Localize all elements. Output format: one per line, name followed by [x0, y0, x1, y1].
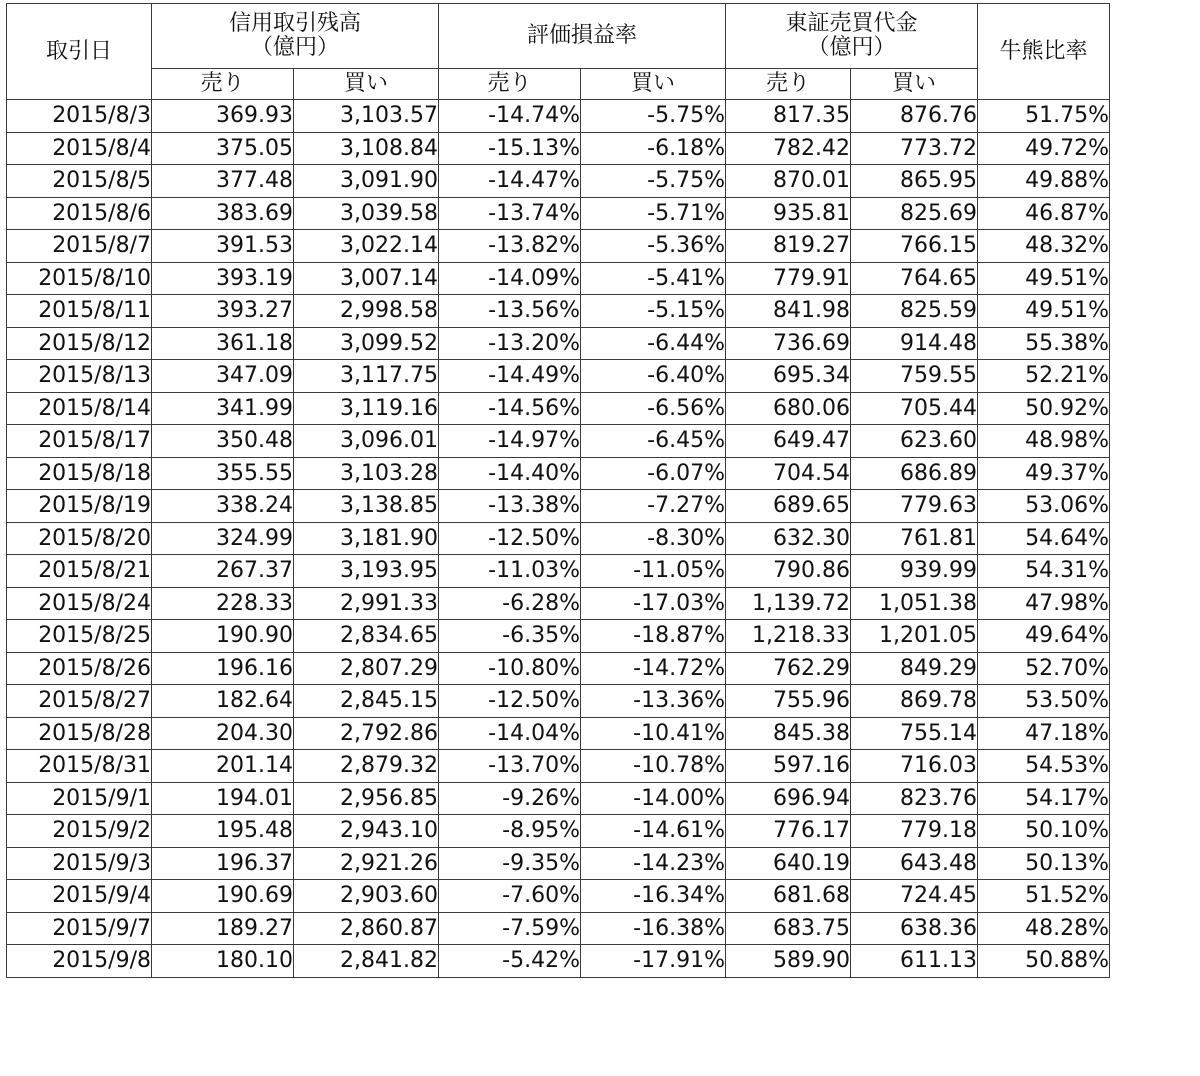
tse-buy-cell: 849.29	[851, 652, 978, 685]
margin-sell-cell: 196.37	[152, 847, 294, 880]
valuation-sell-cell: -14.56%	[439, 392, 581, 425]
date-cell: 2015/8/12	[7, 327, 152, 360]
valuation-sell-cell: -12.50%	[439, 522, 581, 555]
valuation-buy-cell: -5.36%	[581, 230, 726, 263]
table-row	[7, 685, 1110, 718]
bull-bear-cell: 49.51%	[978, 262, 1110, 295]
bull-bear-cell: 49.72%	[978, 132, 1110, 165]
margin-sell-cell: 267.37	[152, 555, 294, 588]
header-margin-balance-unit: （億円）	[250, 35, 339, 60]
valuation-buy-cell: -14.61%	[581, 815, 726, 848]
tse-sell-cell: 776.17	[726, 815, 851, 848]
tse-sell-cell: 1,218.33	[726, 620, 851, 653]
margin-buy-cell: 3,099.52	[294, 327, 439, 360]
margin-buy-cell: 3,103.28	[294, 457, 439, 490]
date-cell: 2015/8/26	[7, 652, 152, 685]
margin-buy-cell: 3,181.90	[294, 522, 439, 555]
date-cell: 2015/8/21	[7, 555, 152, 588]
tse-buy-cell: 724.45	[851, 880, 978, 913]
date-cell: 2015/9/8	[7, 945, 152, 978]
header-bull-bear	[978, 4, 1110, 100]
bull-bear-cell: 50.88%	[978, 945, 1110, 978]
margin-buy-cell: 2,956.85	[294, 782, 439, 815]
valuation-sell-cell: -13.74%	[439, 197, 581, 230]
tse-buy-cell: 823.76	[851, 782, 978, 815]
table-row	[7, 782, 1110, 815]
date-cell: 2015/8/28	[7, 717, 152, 750]
bull-bear-cell: 54.53%	[978, 750, 1110, 783]
table-row	[7, 230, 1110, 263]
tse-buy-cell: 1,051.38	[851, 587, 978, 620]
subheader-margin-buy: 買い	[294, 69, 439, 100]
date-cell: 2015/8/20	[7, 522, 152, 555]
tse-buy-cell: 779.18	[851, 815, 978, 848]
valuation-buy-cell: -5.71%	[581, 197, 726, 230]
header-tse-value-unit: （億円）	[807, 35, 896, 60]
date-cell: 2015/8/31	[7, 750, 152, 783]
bull-bear-cell: 50.13%	[978, 847, 1110, 880]
margin-sell-cell: 341.99	[152, 392, 294, 425]
margin-buy-cell: 3,022.14	[294, 230, 439, 263]
table-row	[7, 945, 1110, 978]
date-cell: 2015/8/6	[7, 197, 152, 230]
margin-sell-cell: 369.93	[152, 100, 294, 133]
bull-bear-cell: 50.10%	[978, 815, 1110, 848]
margin-sell-cell: 347.09	[152, 360, 294, 393]
tse-buy-cell: 638.36	[851, 912, 978, 945]
date-cell: 2015/9/4	[7, 880, 152, 913]
margin-buy-cell: 2,943.10	[294, 815, 439, 848]
tse-buy-cell: 766.15	[851, 230, 978, 263]
tse-buy-cell: 939.99	[851, 555, 978, 588]
valuation-sell-cell: -15.13%	[439, 132, 581, 165]
tse-sell-cell: 841.98	[726, 295, 851, 328]
valuation-buy-cell: -17.91%	[581, 945, 726, 978]
margin-sell-cell: 361.18	[152, 327, 294, 360]
valuation-sell-cell: -12.50%	[439, 685, 581, 718]
bull-bear-cell: 49.37%	[978, 457, 1110, 490]
margin-sell-cell: 228.33	[152, 587, 294, 620]
date-cell: 2015/8/3	[7, 100, 152, 133]
table-row	[7, 555, 1110, 588]
valuation-buy-cell: -10.41%	[581, 717, 726, 750]
valuation-sell-cell: -13.56%	[439, 295, 581, 328]
tse-buy-cell: 623.60	[851, 425, 978, 458]
table-row	[7, 522, 1110, 555]
bull-bear-cell: 54.64%	[978, 522, 1110, 555]
tse-sell-cell: 696.94	[726, 782, 851, 815]
valuation-buy-cell: -17.03%	[581, 587, 726, 620]
margin-buy-cell: 2,998.58	[294, 295, 439, 328]
valuation-sell-cell: -10.80%	[439, 652, 581, 685]
date-cell: 2015/8/24	[7, 587, 152, 620]
bull-bear-cell: 49.64%	[978, 620, 1110, 653]
valuation-sell-cell: -13.20%	[439, 327, 581, 360]
margin-sell-cell: 195.48	[152, 815, 294, 848]
margin-buy-cell: 3,138.85	[294, 490, 439, 523]
valuation-sell-cell: -13.38%	[439, 490, 581, 523]
tse-buy-cell: 876.76	[851, 100, 978, 133]
margin-buy-cell: 2,845.15	[294, 685, 439, 718]
margin-sell-cell: 393.27	[152, 295, 294, 328]
tse-buy-cell: 1,201.05	[851, 620, 978, 653]
tse-buy-cell: 914.48	[851, 327, 978, 360]
margin-buy-cell: 3,091.90	[294, 165, 439, 198]
date-cell: 2015/8/11	[7, 295, 152, 328]
tse-sell-cell: 632.30	[726, 522, 851, 555]
date-cell: 2015/9/1	[7, 782, 152, 815]
date-cell: 2015/8/4	[7, 132, 152, 165]
table-row	[7, 392, 1110, 425]
header-date-label: 取引日	[45, 38, 112, 64]
header-margin-balance	[152, 4, 439, 69]
bull-bear-cell: 51.52%	[978, 880, 1110, 913]
table-row	[7, 620, 1110, 653]
table-row	[7, 847, 1110, 880]
margin-buy-cell: 2,792.86	[294, 717, 439, 750]
valuation-sell-cell: -14.74%	[439, 100, 581, 133]
valuation-buy-cell: -16.38%	[581, 912, 726, 945]
tse-sell-cell: 704.54	[726, 457, 851, 490]
header-bull-bear-label: 牛熊比率	[999, 38, 1088, 64]
bull-bear-cell: 47.98%	[978, 587, 1110, 620]
margin-buy-cell: 2,807.29	[294, 652, 439, 685]
valuation-buy-cell: -5.75%	[581, 165, 726, 198]
date-cell: 2015/8/25	[7, 620, 152, 653]
tse-buy-cell: 825.69	[851, 197, 978, 230]
tse-sell-cell: 589.90	[726, 945, 851, 978]
valuation-sell-cell: -6.35%	[439, 620, 581, 653]
margin-sell-cell: 383.69	[152, 197, 294, 230]
margin-sell-cell: 355.55	[152, 457, 294, 490]
bull-bear-cell: 48.28%	[978, 912, 1110, 945]
table-row	[7, 327, 1110, 360]
table-row	[7, 457, 1110, 490]
margin-sell-cell: 393.19	[152, 262, 294, 295]
tse-sell-cell: 779.91	[726, 262, 851, 295]
date-cell: 2015/9/2	[7, 815, 152, 848]
tse-sell-cell: 649.47	[726, 425, 851, 458]
valuation-sell-cell: -14.04%	[439, 717, 581, 750]
valuation-sell-cell: -6.28%	[439, 587, 581, 620]
tse-buy-cell: 643.48	[851, 847, 978, 880]
date-cell: 2015/8/7	[7, 230, 152, 263]
valuation-buy-cell: -14.72%	[581, 652, 726, 685]
valuation-sell-cell: -9.35%	[439, 847, 581, 880]
data-table	[6, 3, 1110, 978]
bull-bear-cell: 53.06%	[978, 490, 1110, 523]
margin-buy-cell: 2,903.60	[294, 880, 439, 913]
header-valuation-rate	[439, 4, 726, 69]
margin-buy-cell: 3,096.01	[294, 425, 439, 458]
tse-sell-cell: 845.38	[726, 717, 851, 750]
bull-bear-cell: 47.18%	[978, 717, 1110, 750]
margin-buy-cell: 2,834.65	[294, 620, 439, 653]
valuation-sell-cell: -7.59%	[439, 912, 581, 945]
table-body	[7, 100, 1110, 978]
margin-buy-cell: 3,108.84	[294, 132, 439, 165]
bull-bear-cell: 55.38%	[978, 327, 1110, 360]
table-row	[7, 717, 1110, 750]
bull-bear-cell: 54.31%	[978, 555, 1110, 588]
tse-sell-cell: 790.86	[726, 555, 851, 588]
header-date	[7, 4, 152, 100]
valuation-sell-cell: -14.49%	[439, 360, 581, 393]
tse-buy-cell: 755.14	[851, 717, 978, 750]
valuation-buy-cell: -11.05%	[581, 555, 726, 588]
tse-sell-cell: 870.01	[726, 165, 851, 198]
valuation-sell-cell: -14.40%	[439, 457, 581, 490]
margin-sell-cell: 391.53	[152, 230, 294, 263]
date-cell: 2015/8/27	[7, 685, 152, 718]
valuation-buy-cell: -6.40%	[581, 360, 726, 393]
margin-sell-cell: 190.90	[152, 620, 294, 653]
tse-sell-cell: 681.68	[726, 880, 851, 913]
bull-bear-cell: 46.87%	[978, 197, 1110, 230]
tse-buy-cell: 779.63	[851, 490, 978, 523]
date-cell: 2015/8/18	[7, 457, 152, 490]
header-valuation-rate-title: 評価損益率	[526, 23, 637, 48]
subheader-tse-sell: 売り	[726, 69, 851, 100]
valuation-buy-cell: -6.56%	[581, 392, 726, 425]
valuation-sell-cell: -14.09%	[439, 262, 581, 295]
valuation-sell-cell: -11.03%	[439, 555, 581, 588]
date-cell: 2015/8/13	[7, 360, 152, 393]
tse-buy-cell: 865.95	[851, 165, 978, 198]
bull-bear-cell: 48.98%	[978, 425, 1110, 458]
valuation-buy-cell: -7.27%	[581, 490, 726, 523]
tse-buy-cell: 773.72	[851, 132, 978, 165]
bull-bear-cell: 51.75%	[978, 100, 1110, 133]
subheader-valuation-sell: 売り	[439, 69, 581, 100]
valuation-sell-cell: -8.95%	[439, 815, 581, 848]
valuation-buy-cell: -6.45%	[581, 425, 726, 458]
tse-sell-cell: 755.96	[726, 685, 851, 718]
margin-buy-cell: 2,841.82	[294, 945, 439, 978]
margin-buy-cell: 3,193.95	[294, 555, 439, 588]
valuation-buy-cell: -5.41%	[581, 262, 726, 295]
table-row	[7, 490, 1110, 523]
margin-sell-cell: 204.30	[152, 717, 294, 750]
valuation-buy-cell: -6.07%	[581, 457, 726, 490]
valuation-sell-cell: -13.82%	[439, 230, 581, 263]
table-row	[7, 587, 1110, 620]
subheader-tse-buy: 買い	[851, 69, 978, 100]
table-row	[7, 750, 1110, 783]
header-tse-value	[726, 4, 978, 69]
table-row	[7, 360, 1110, 393]
tse-sell-cell: 640.19	[726, 847, 851, 880]
bull-bear-cell: 53.50%	[978, 685, 1110, 718]
margin-buy-cell: 3,007.14	[294, 262, 439, 295]
margin-sell-cell: 194.01	[152, 782, 294, 815]
subheader-margin-sell: 売り	[152, 69, 294, 100]
margin-sell-cell: 377.48	[152, 165, 294, 198]
tse-buy-cell: 825.59	[851, 295, 978, 328]
valuation-buy-cell: -6.44%	[581, 327, 726, 360]
tse-buy-cell: 764.65	[851, 262, 978, 295]
table-row	[7, 165, 1110, 198]
table-row	[7, 815, 1110, 848]
tse-sell-cell: 680.06	[726, 392, 851, 425]
tse-buy-cell: 759.55	[851, 360, 978, 393]
margin-sell-cell: 196.16	[152, 652, 294, 685]
tse-sell-cell: 683.75	[726, 912, 851, 945]
margin-buy-cell: 3,119.16	[294, 392, 439, 425]
bull-bear-cell: 52.21%	[978, 360, 1110, 393]
table-row	[7, 132, 1110, 165]
valuation-buy-cell: -13.36%	[581, 685, 726, 718]
date-cell: 2015/9/7	[7, 912, 152, 945]
tse-sell-cell: 597.16	[726, 750, 851, 783]
tse-sell-cell: 689.65	[726, 490, 851, 523]
tse-buy-cell: 716.03	[851, 750, 978, 783]
bull-bear-cell: 48.32%	[978, 230, 1110, 263]
tse-sell-cell: 817.35	[726, 100, 851, 133]
tse-sell-cell: 1,139.72	[726, 587, 851, 620]
table-row	[7, 295, 1110, 328]
table-row	[7, 100, 1110, 133]
margin-sell-cell: 180.10	[152, 945, 294, 978]
table-row	[7, 880, 1110, 913]
margin-sell-cell: 190.69	[152, 880, 294, 913]
valuation-sell-cell: -7.60%	[439, 880, 581, 913]
margin-buy-cell: 2,860.87	[294, 912, 439, 945]
date-cell: 2015/8/10	[7, 262, 152, 295]
valuation-buy-cell: -14.23%	[581, 847, 726, 880]
date-cell: 2015/8/5	[7, 165, 152, 198]
margin-buy-cell: 2,879.32	[294, 750, 439, 783]
valuation-sell-cell: -14.97%	[439, 425, 581, 458]
tse-sell-cell: 935.81	[726, 197, 851, 230]
margin-buy-cell: 3,039.58	[294, 197, 439, 230]
tse-buy-cell: 869.78	[851, 685, 978, 718]
margin-buy-cell: 3,117.75	[294, 360, 439, 393]
valuation-buy-cell: -8.30%	[581, 522, 726, 555]
margin-buy-cell: 2,991.33	[294, 587, 439, 620]
tse-sell-cell: 695.34	[726, 360, 851, 393]
valuation-sell-cell: -13.70%	[439, 750, 581, 783]
margin-sell-cell: 324.99	[152, 522, 294, 555]
table-row	[7, 425, 1110, 458]
valuation-buy-cell: -5.75%	[581, 100, 726, 133]
valuation-buy-cell: -18.87%	[581, 620, 726, 653]
date-cell: 2015/9/3	[7, 847, 152, 880]
tse-buy-cell: 686.89	[851, 457, 978, 490]
margin-sell-cell: 182.64	[152, 685, 294, 718]
header-margin-balance-title: 信用取引残高	[228, 11, 361, 36]
tse-sell-cell: 782.42	[726, 132, 851, 165]
valuation-buy-cell: -16.34%	[581, 880, 726, 913]
table-row	[7, 262, 1110, 295]
valuation-buy-cell: -6.18%	[581, 132, 726, 165]
valuation-sell-cell: -9.26%	[439, 782, 581, 815]
bull-bear-cell: 49.88%	[978, 165, 1110, 198]
valuation-sell-cell: -14.47%	[439, 165, 581, 198]
bull-bear-cell: 52.70%	[978, 652, 1110, 685]
bull-bear-cell: 49.51%	[978, 295, 1110, 328]
header-tse-value-title: 東証売買代金	[785, 11, 918, 36]
bull-bear-cell: 50.92%	[978, 392, 1110, 425]
tse-sell-cell: 736.69	[726, 327, 851, 360]
tse-sell-cell: 762.29	[726, 652, 851, 685]
tse-buy-cell: 705.44	[851, 392, 978, 425]
table-row	[7, 652, 1110, 685]
valuation-buy-cell: -5.15%	[581, 295, 726, 328]
bull-bear-cell: 54.17%	[978, 782, 1110, 815]
margin-sell-cell: 189.27	[152, 912, 294, 945]
valuation-sell-cell: -5.42%	[439, 945, 581, 978]
margin-buy-cell: 3,103.57	[294, 100, 439, 133]
tse-buy-cell: 611.13	[851, 945, 978, 978]
table-row	[7, 912, 1110, 945]
margin-sell-cell: 350.48	[152, 425, 294, 458]
subheader-valuation-buy: 買い	[581, 69, 726, 100]
margin-sell-cell: 375.05	[152, 132, 294, 165]
margin-sell-cell: 201.14	[152, 750, 294, 783]
date-cell: 2015/8/17	[7, 425, 152, 458]
valuation-buy-cell: -14.00%	[581, 782, 726, 815]
date-cell: 2015/8/14	[7, 392, 152, 425]
tse-buy-cell: 761.81	[851, 522, 978, 555]
valuation-buy-cell: -10.78%	[581, 750, 726, 783]
table-row	[7, 197, 1110, 230]
date-cell: 2015/8/19	[7, 490, 152, 523]
margin-buy-cell: 2,921.26	[294, 847, 439, 880]
margin-sell-cell: 338.24	[152, 490, 294, 523]
tse-sell-cell: 819.27	[726, 230, 851, 263]
